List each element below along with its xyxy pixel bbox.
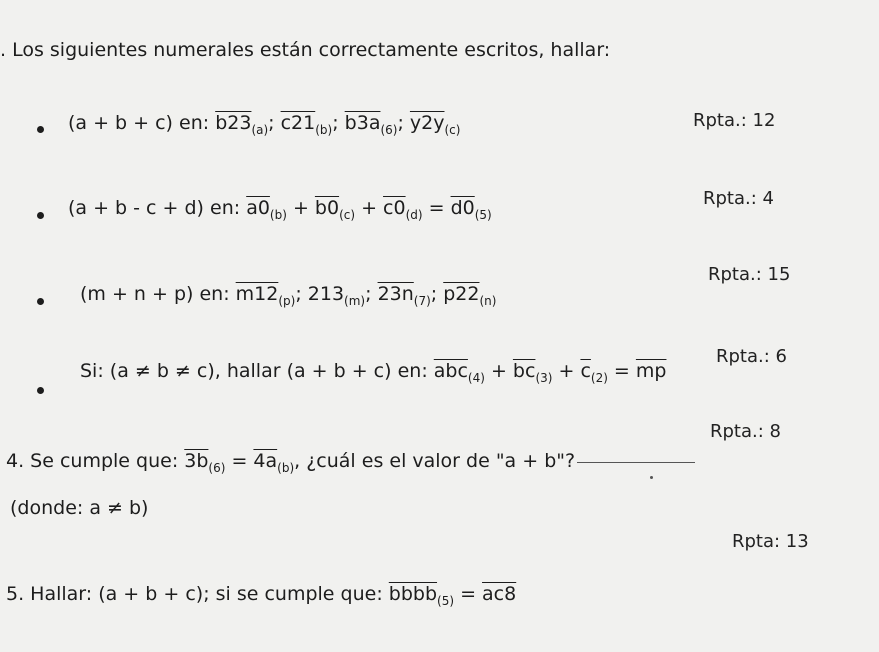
base: (7) — [413, 293, 431, 308]
base: (c) — [444, 122, 461, 137]
item-4-answer: Rpta.: 6 — [716, 346, 787, 367]
separator: ; — [268, 112, 281, 134]
base: (b) — [315, 122, 333, 137]
base: (n) — [479, 293, 497, 308]
separator: + — [484, 360, 513, 382]
base: (6) — [208, 460, 226, 475]
item-1-expression — [68, 112, 460, 137]
numeral: $\overline{c}$ — [580, 360, 591, 382]
numeral: $\overline{mp}$ — [635, 360, 667, 382]
numeral: $\overline{abc}$ — [433, 360, 468, 382]
item-4-expression — [80, 360, 666, 385]
question-5-prefix: 5. Hallar: (a + b + c); si se cumple que: — [6, 583, 389, 605]
numeral: bbbb — [388, 583, 438, 605]
separator: + — [286, 197, 315, 219]
separator: + — [355, 197, 384, 219]
base: (5) — [474, 207, 492, 222]
numeral: p22 — [443, 283, 480, 305]
base: (2) — [590, 370, 608, 385]
question-4-answer: Rpta.: 8 — [710, 421, 781, 442]
numeral: 23n — [377, 283, 414, 305]
base: (p) — [278, 293, 296, 308]
separator: = — [422, 197, 451, 219]
question-4 — [6, 450, 695, 475]
separator: ; — [397, 112, 410, 134]
separator: + — [552, 360, 581, 382]
item-2-expression — [68, 197, 492, 222]
separator: = — [607, 360, 636, 382]
bullet — [37, 126, 44, 133]
numeral: b3a — [344, 112, 381, 134]
numeral: m12 — [235, 283, 279, 305]
question-4-text: , ¿cuál es el valor de "a + b"? — [294, 450, 576, 472]
separator: ; — [365, 283, 378, 305]
base: (5) — [437, 593, 455, 608]
base: (b) — [269, 207, 287, 222]
base: (m) — [344, 293, 366, 308]
numeral: 4a — [253, 450, 278, 472]
numeral: b0 — [314, 197, 340, 219]
item-4-label: Si: (a ≠ b ≠ c), hallar (a + b + c) en: — [80, 360, 434, 382]
bullet — [37, 298, 44, 305]
speck — [650, 476, 653, 479]
numeral: c21 — [280, 112, 316, 134]
base: (4) — [467, 370, 485, 385]
question-4-note: (donde: a ≠ b) — [10, 497, 149, 519]
equals: = — [225, 450, 254, 472]
bullet — [37, 212, 44, 219]
base: (c) — [339, 207, 356, 222]
question-4-prefix: 4. Se cumple que: — [6, 450, 185, 472]
numeral: c0 — [383, 197, 406, 219]
item-3-expression — [80, 283, 496, 308]
base: (d) — [405, 207, 423, 222]
item-3-answer: Rpta.: 15 — [708, 264, 791, 285]
intro-text: . Los siguientes numerales están correctamente escritos, hallar: — [0, 39, 611, 61]
item-2-answer: Rpta.: 4 — [703, 188, 774, 209]
base: (b) — [277, 460, 295, 475]
numeral: $\overline{bc}$ — [512, 360, 536, 382]
item-1-label: (a + b + c) en: — [68, 112, 216, 134]
item-3-label: (m + n + p) en: — [80, 283, 236, 305]
item-2-label: (a + b - c + d) en: — [68, 197, 247, 219]
numeral: ac8 — [482, 583, 517, 605]
numeral: y2y — [409, 112, 445, 134]
question-5-answer: Rpta: 13 — [732, 531, 809, 552]
numeral: 3b — [184, 450, 209, 472]
numeral: 213 — [307, 283, 345, 305]
base: (3) — [535, 370, 553, 385]
separator: ; — [295, 283, 308, 305]
question-5 — [6, 583, 516, 608]
numeral: d0 — [450, 197, 475, 219]
numeral: a0 — [246, 197, 270, 219]
base: (6) — [380, 122, 398, 137]
answer-blank — [577, 462, 695, 463]
separator: ; — [332, 112, 345, 134]
numeral: b23 — [215, 112, 252, 134]
item-1-answer: Rpta.: 12 — [693, 110, 776, 131]
equals: = — [454, 583, 483, 605]
separator: ; — [430, 283, 444, 305]
base: (a) — [251, 122, 269, 137]
bullet — [37, 387, 44, 394]
